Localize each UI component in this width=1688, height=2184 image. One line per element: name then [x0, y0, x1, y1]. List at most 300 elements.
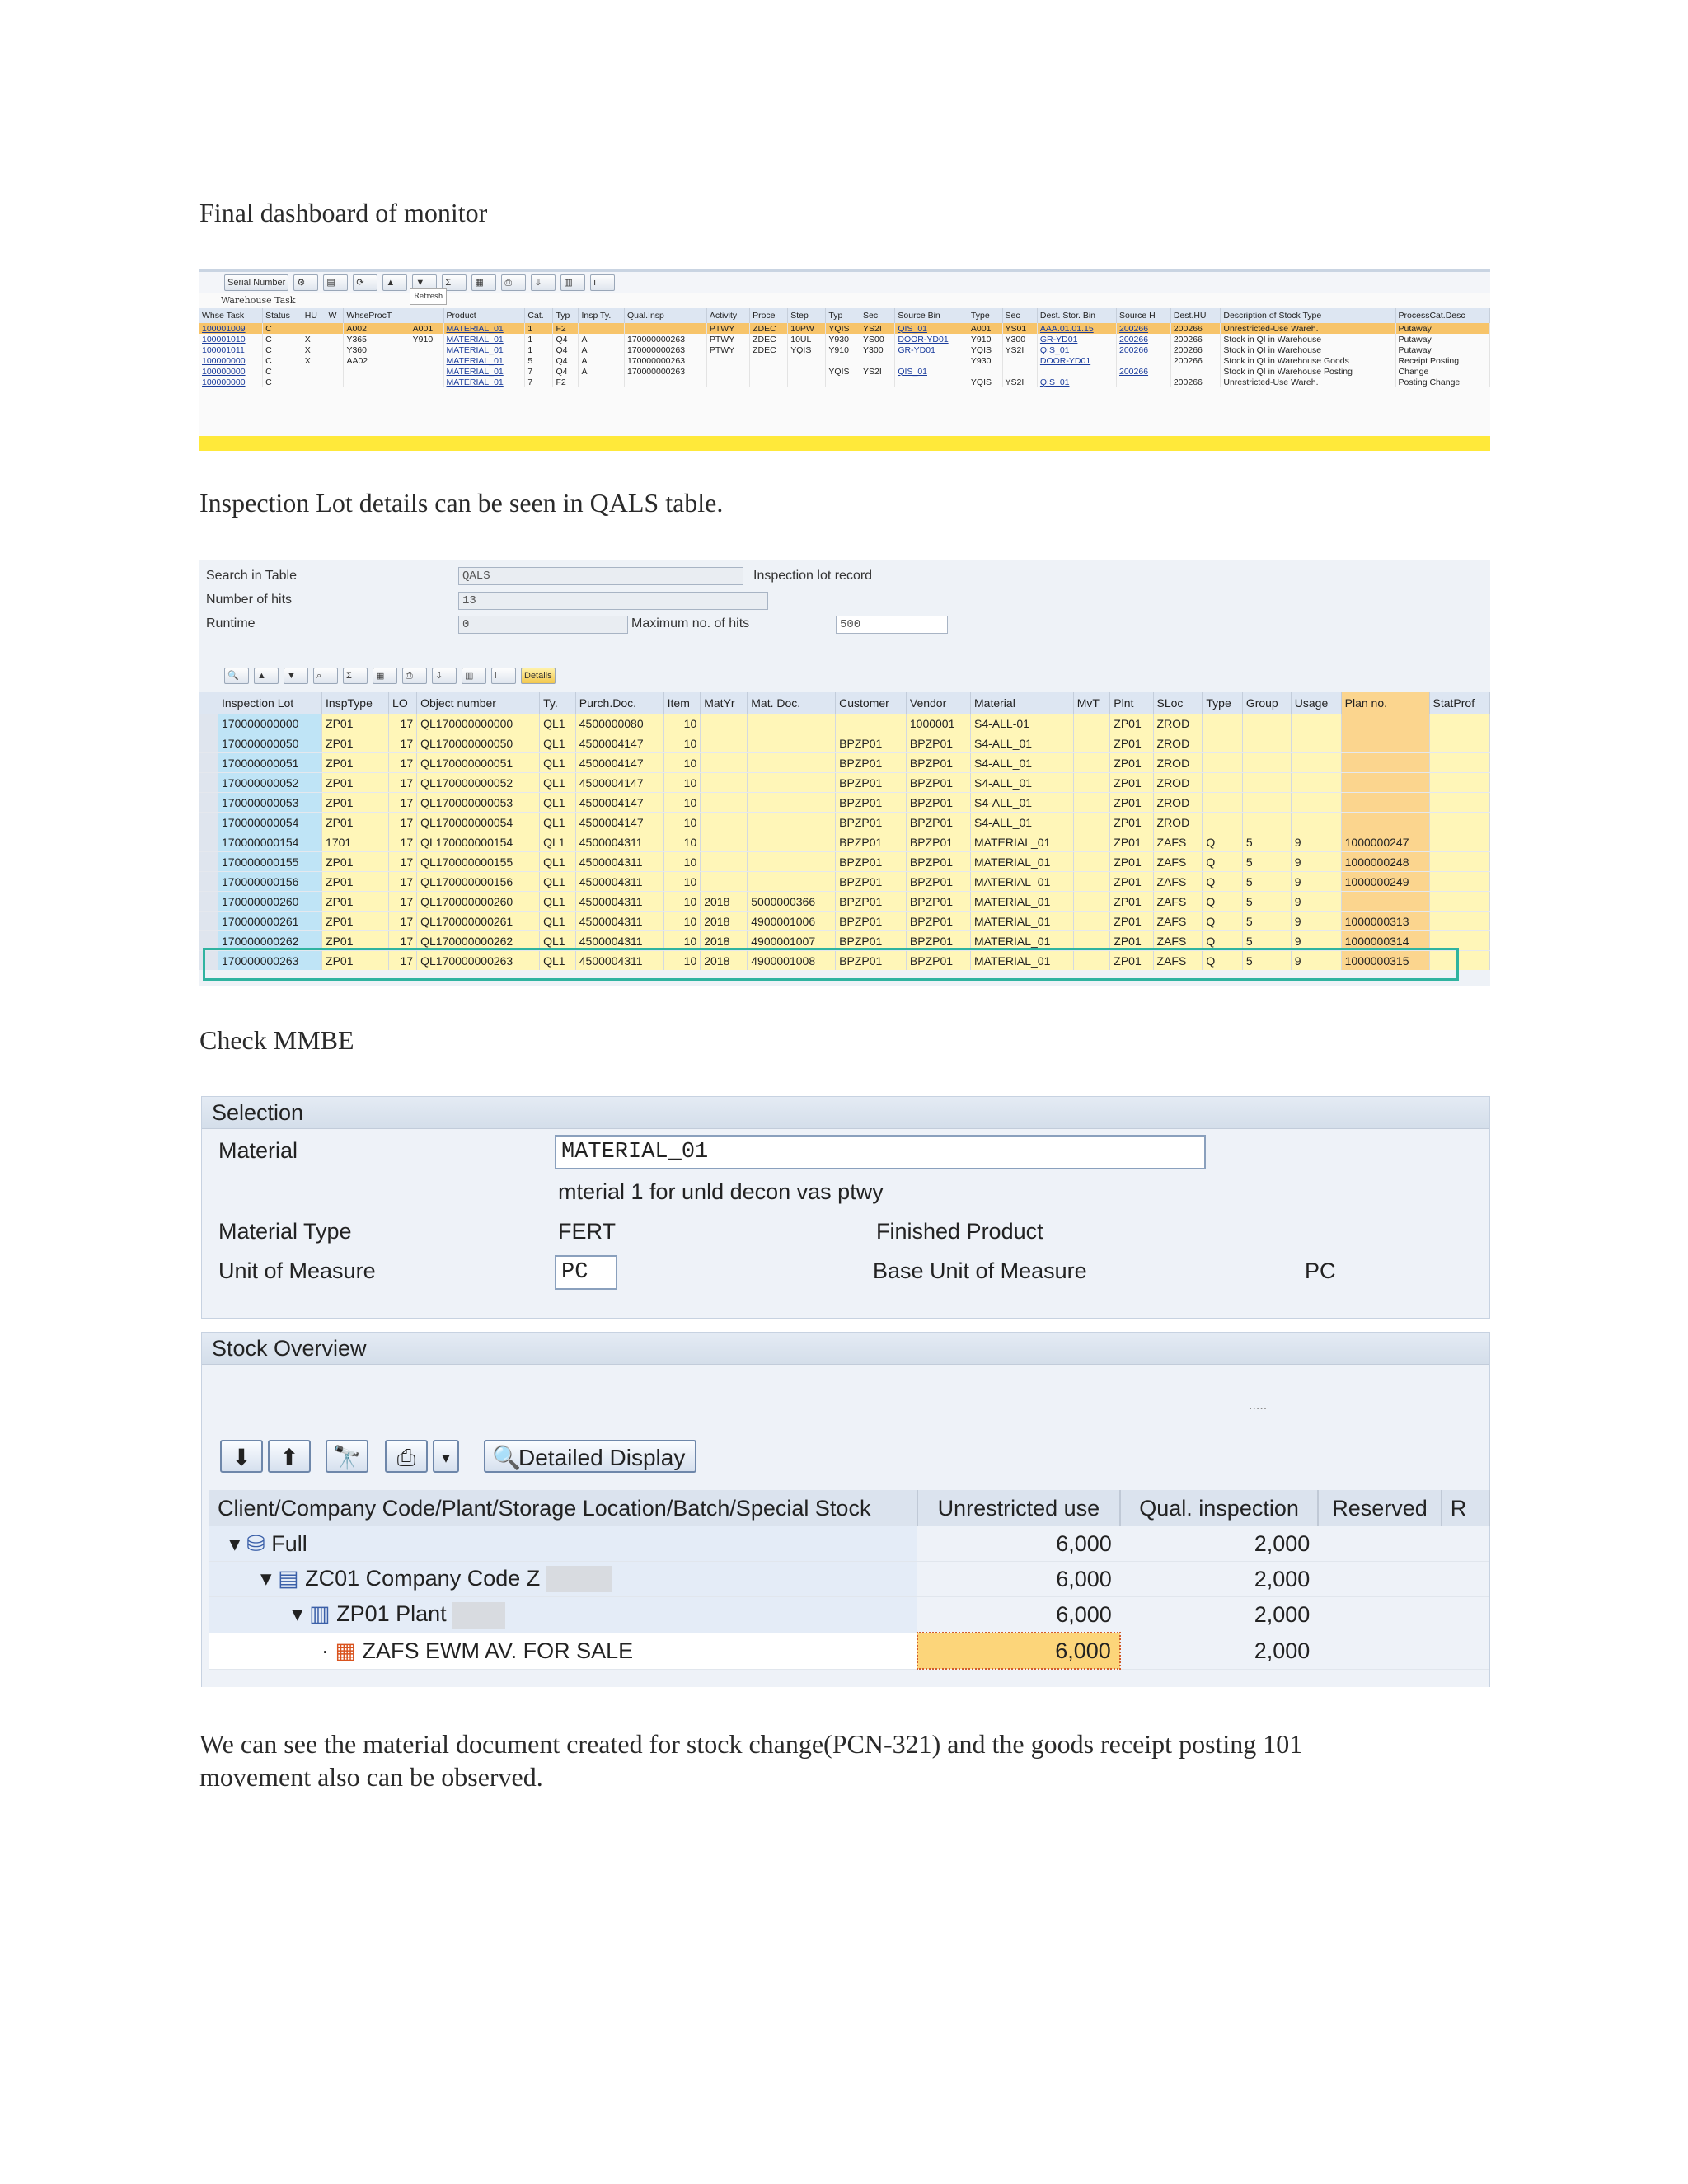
table-cell: C	[263, 334, 302, 344]
table-cell	[1073, 852, 1110, 872]
column-header[interactable]: Whse Task	[199, 308, 263, 323]
table-cell: 4500004311	[575, 892, 663, 912]
print-dropdown-icon[interactable]: ▾	[433, 1440, 459, 1473]
table-cell	[750, 355, 788, 366]
table-cell: ZROD	[1153, 753, 1203, 773]
column-header[interactable]: Plnt	[1110, 692, 1153, 714]
col-unrestricted[interactable]: Unrestricted use	[917, 1490, 1120, 1526]
find-icon[interactable]: 🔭	[326, 1440, 368, 1473]
table-cell: MATERIAL_01	[443, 323, 525, 334]
table-cell: Receipt Posting	[1395, 355, 1489, 366]
table-cell: 1000000315	[1341, 951, 1429, 971]
table-cell: ZAFS	[1153, 912, 1203, 931]
column-header[interactable]: Inspection Lot	[218, 692, 322, 714]
column-header[interactable]: Proce	[750, 308, 788, 323]
column-header[interactable]: Type	[968, 308, 1002, 323]
table-cell: 4500004311	[575, 912, 663, 931]
column-header[interactable]: Description of Stock Type	[1221, 308, 1395, 323]
expand-icon[interactable]: ▾	[260, 1565, 272, 1591]
column-header[interactable]: StatProf	[1429, 692, 1489, 714]
table-cell	[1429, 733, 1489, 753]
column-header[interactable]: LO	[389, 692, 417, 714]
stock-row-full[interactable]	[209, 1526, 1489, 1562]
column-header[interactable]: Source Bin	[895, 308, 968, 323]
table-cell: QL1	[540, 912, 576, 931]
table-cell: QL1	[540, 753, 576, 773]
column-header[interactable]: Activity	[706, 308, 749, 323]
table-cell	[344, 366, 410, 377]
table-cell: 170000000051	[218, 753, 322, 773]
qals-header-row	[199, 692, 1490, 714]
table-cell	[1291, 793, 1341, 813]
column-header[interactable]: SLoc	[1153, 692, 1203, 714]
table-cell	[1341, 733, 1429, 753]
table-cell	[750, 366, 788, 377]
table-cell: 170000000261	[218, 912, 322, 931]
toolbar-icon[interactable]: Σ	[442, 274, 467, 291]
table-cell	[706, 377, 749, 387]
column-header[interactable]: Sec	[860, 308, 895, 323]
table-cell: YS2I	[1002, 377, 1037, 387]
column-header[interactable]: Cat.	[525, 308, 553, 323]
table-row[interactable]	[199, 852, 1490, 872]
table-cell: MATERIAL_01	[971, 852, 1074, 872]
table-cell: ZROD	[1153, 714, 1203, 733]
table-cell	[1429, 753, 1489, 773]
table-cell: MATERIAL_01	[971, 951, 1074, 971]
table-cell: 170000000263	[624, 344, 706, 355]
detailed-display-label: Detailed Display	[518, 1445, 686, 1470]
table-row[interactable]	[199, 323, 1490, 334]
table-cell: C	[263, 377, 302, 387]
caption-conclusion-line2: movement also can be observed.	[199, 1762, 543, 1792]
column-header[interactable]: MatYr	[701, 692, 748, 714]
table-row[interactable]	[199, 366, 1490, 377]
expand-all-icon[interactable]: ⬇	[220, 1440, 263, 1473]
table-cell: MATERIAL_01	[971, 892, 1074, 912]
table-cell: 17	[389, 813, 417, 832]
table-cell: 5	[1242, 951, 1291, 971]
unrestricted-value[interactable]: 6,000	[917, 1633, 1120, 1669]
r-value	[1442, 1597, 1489, 1633]
table-cell	[1073, 892, 1110, 912]
filter-icon[interactable]: ▼	[412, 274, 437, 291]
table-cell: 5	[1242, 931, 1291, 951]
details-button[interactable]: Details	[521, 668, 556, 684]
print-icon[interactable]: ⎙	[385, 1440, 428, 1473]
table-cell: 170000000053	[218, 793, 322, 813]
table-cell: S4-ALL_01	[971, 773, 1074, 793]
table-cell: ZP01	[322, 733, 389, 753]
select-all-cell[interactable]	[199, 692, 218, 714]
table-cell: Change	[1395, 366, 1489, 377]
material-type-value: FERT	[558, 1219, 617, 1244]
base-uom-label: Base Unit of Measure	[873, 1258, 1087, 1283]
table-cell: BPZP01	[906, 931, 970, 951]
table-cell: QL170000000051	[417, 753, 540, 773]
search-table-input[interactable]: QALS	[458, 567, 743, 585]
table-cell: A	[579, 344, 624, 355]
table-cell: ZP01	[1110, 714, 1153, 733]
print-icon[interactable]: ⎙	[402, 668, 427, 684]
filter-icon[interactable]: ▼	[284, 668, 308, 684]
table-cell: 10	[663, 793, 701, 813]
redacted-text	[452, 1602, 505, 1629]
column-header[interactable]: Dest.HU	[1170, 308, 1221, 323]
table-cell: 200266	[1117, 323, 1171, 334]
collapse-all-icon[interactable]: ⬆	[268, 1440, 311, 1473]
subtitle-text: Warehouse Task	[221, 295, 296, 306]
table-cell: BPZP01	[836, 793, 907, 813]
table-cell: ZDEC	[750, 344, 788, 355]
table-cell: 7	[525, 377, 553, 387]
table-cell: 2018	[701, 912, 748, 931]
uom-input[interactable]: PC	[555, 1255, 617, 1290]
row-selector[interactable]	[199, 832, 218, 852]
column-header[interactable]: MvT	[1073, 692, 1110, 714]
table-cell: 170000000156	[218, 872, 322, 892]
table-cell: 170000000050	[218, 733, 322, 753]
table-cell	[326, 334, 344, 344]
table-cell: YS2I	[860, 323, 895, 334]
table-cell: DOOR-YD01	[1037, 355, 1116, 366]
table-cell: BPZP01	[906, 813, 970, 832]
table-cell	[579, 323, 624, 334]
print-icon[interactable]: ⎙	[501, 274, 526, 291]
col-hierarchy[interactable]: Client/Company Code/Plant/Storage Location/Batch/Special Stock	[209, 1490, 917, 1526]
column-header[interactable]: Ty.	[540, 692, 576, 714]
column-header[interactable]: Status	[263, 308, 302, 323]
column-header[interactable]: WhseProcT	[344, 308, 410, 323]
hierarchy-cell	[209, 1562, 917, 1597]
table-cell	[1203, 773, 1242, 793]
column-header[interactable]: InspType	[322, 692, 389, 714]
table-row[interactable]	[199, 334, 1490, 344]
table-cell: BPZP01	[906, 872, 970, 892]
toolbar-icon[interactable]: ⚙	[293, 274, 318, 291]
table-row[interactable]	[199, 813, 1490, 832]
table-cell: 10	[663, 753, 701, 773]
table-cell: 9	[1291, 832, 1341, 852]
table-cell: 1	[525, 334, 553, 344]
export-icon[interactable]: ⇩	[531, 274, 556, 291]
column-header[interactable]: Sec	[1002, 308, 1037, 323]
table-cell: Q	[1203, 912, 1242, 931]
column-header[interactable]: Material	[971, 692, 1074, 714]
table-cell: 17	[389, 753, 417, 773]
table-description: Inspection lot record	[753, 569, 873, 583]
table-cell	[706, 355, 749, 366]
row-selector[interactable]	[199, 813, 218, 832]
row-selector[interactable]	[199, 892, 218, 912]
toolbar-icon[interactable]: ▤	[323, 274, 348, 291]
storage-icon: ▦	[335, 1638, 357, 1663]
stock-row-storage[interactable]	[209, 1633, 1489, 1669]
col-qual-inspection[interactable]: Qual. inspection	[1120, 1490, 1318, 1526]
table-cell	[1073, 872, 1110, 892]
column-header[interactable]: Item	[663, 692, 701, 714]
table-cell: QL1	[540, 872, 576, 892]
table-cell: QL1	[540, 773, 576, 793]
table-cell: X	[302, 355, 326, 366]
table-cell	[1429, 912, 1489, 931]
table-cell	[1073, 832, 1110, 852]
row-selector[interactable]	[199, 793, 218, 813]
table-cell: MATERIAL_01	[971, 912, 1074, 931]
stock-table	[209, 1490, 1490, 1670]
stock-row-company[interactable]	[209, 1562, 1489, 1597]
table-cell: ZP01	[322, 951, 389, 971]
company-icon: ▤	[278, 1565, 299, 1591]
row-selector[interactable]	[199, 714, 218, 733]
column-header[interactable]: Dest. Stor. Bin	[1037, 308, 1116, 323]
r-value	[1442, 1562, 1489, 1597]
table-cell: 9	[1291, 872, 1341, 892]
table-cell	[701, 852, 748, 872]
table-cell	[410, 355, 443, 366]
row-selector[interactable]	[199, 773, 218, 793]
table-cell: GR-YD01	[1037, 334, 1116, 344]
table-cell: QL170000000156	[417, 872, 540, 892]
table-row[interactable]	[199, 832, 1490, 852]
column-header[interactable]: Object number	[417, 692, 540, 714]
column-header[interactable]: Insp Ty.	[579, 308, 624, 323]
table-cell: Y360	[344, 344, 410, 355]
table-cell: 4900001008	[748, 951, 836, 971]
table-cell: QIS_01	[895, 366, 968, 377]
table-cell: QL1	[540, 714, 576, 733]
table-cell	[1341, 892, 1429, 912]
table-cell	[1242, 793, 1291, 813]
table-cell	[748, 793, 836, 813]
table-cell	[326, 377, 344, 387]
table-cell: ZP01	[322, 912, 389, 931]
col-reserved[interactable]: Reserved	[1318, 1490, 1441, 1526]
layout-icon[interactable]: ▥	[462, 668, 486, 684]
info-icon[interactable]: i	[491, 668, 516, 684]
column-header[interactable]: Purch.Doc.	[575, 692, 663, 714]
table-row[interactable]	[199, 377, 1490, 387]
column-header[interactable]: Plan no.	[1341, 692, 1429, 714]
find-icon[interactable]: ⌕	[313, 668, 338, 684]
table-cell: C	[263, 366, 302, 377]
column-header[interactable]: HU	[302, 308, 326, 323]
table-cell: ZP01	[322, 753, 389, 773]
table-cell	[826, 355, 860, 366]
table-row[interactable]	[199, 912, 1490, 931]
table-cell	[1429, 852, 1489, 872]
column-header[interactable]: Customer	[836, 692, 907, 714]
column-header[interactable]	[410, 308, 443, 323]
table-row[interactable]	[199, 892, 1490, 912]
table-cell: ZP01	[322, 872, 389, 892]
table-cell	[1073, 733, 1110, 753]
row-selector[interactable]	[199, 852, 218, 872]
stock-row-plant[interactable]	[209, 1597, 1489, 1633]
column-header[interactable]: W	[326, 308, 344, 323]
table-cell: QL1	[540, 793, 576, 813]
column-header[interactable]: Vendor	[906, 692, 970, 714]
table-cell	[1429, 872, 1489, 892]
table-cell: BPZP01	[906, 793, 970, 813]
table-cell	[750, 377, 788, 387]
refresh-tooltip: Refresh	[410, 288, 447, 305]
table-cell	[410, 344, 443, 355]
material-input[interactable]: MATERIAL_01	[555, 1135, 1206, 1169]
table-cell	[1429, 714, 1489, 733]
material-label: Material	[218, 1138, 298, 1163]
monitor-toolbar	[199, 272, 1490, 293]
sort-asc-icon[interactable]: ▲	[254, 668, 279, 684]
table-cell: Y910	[410, 334, 443, 344]
toolbar-icon[interactable]: ▦	[471, 274, 496, 291]
column-header[interactable]: Typ	[826, 308, 860, 323]
row-selector[interactable]	[199, 753, 218, 773]
table-cell: 100000000	[199, 355, 263, 366]
table-cell: 4900001007	[748, 931, 836, 951]
table-cell	[895, 377, 968, 387]
table-cell: S4-ALL_01	[971, 813, 1074, 832]
table-row[interactable]	[199, 872, 1490, 892]
table-cell	[701, 714, 748, 733]
table-cell: 10PW	[788, 323, 826, 334]
export-icon[interactable]: ⇩	[432, 668, 457, 684]
sum-icon[interactable]: Σ	[343, 668, 368, 684]
table-cell	[410, 377, 443, 387]
table-cell	[1203, 753, 1242, 773]
column-header[interactable]: ProcessCat.Desc	[1395, 308, 1489, 323]
table-cell: ZP01	[1110, 793, 1153, 813]
detailed-display-button[interactable]	[484, 1440, 696, 1473]
table-cell	[1073, 753, 1110, 773]
expand-icon[interactable]: ▾	[229, 1530, 241, 1556]
subtotal-icon[interactable]: ▦	[373, 668, 397, 684]
table-cell: 100000000	[199, 366, 263, 377]
table-cell	[788, 366, 826, 377]
table-row[interactable]	[199, 714, 1490, 733]
column-header[interactable]: Product	[443, 308, 525, 323]
bullet-icon: ·	[321, 1638, 329, 1663]
table-cell: ZP01	[322, 793, 389, 813]
qals-table-wrap	[199, 692, 1490, 970]
table-cell: QL170000000262	[417, 931, 540, 951]
table-cell: BPZP01	[836, 951, 907, 971]
table-cell: MATERIAL_01	[971, 832, 1074, 852]
hits-field: 13	[458, 592, 768, 610]
table-cell	[748, 813, 836, 832]
table-row[interactable]	[199, 753, 1490, 773]
row-selector[interactable]	[199, 912, 218, 931]
table-cell: 17	[389, 733, 417, 753]
table-cell: BPZP01	[836, 753, 907, 773]
table-cell: YQIS	[788, 344, 826, 355]
table-cell: Q4	[553, 355, 579, 366]
info-icon[interactable]: i	[590, 274, 615, 291]
qual-value: 2,000	[1120, 1526, 1318, 1562]
table-cell	[701, 832, 748, 852]
col-r[interactable]: R	[1442, 1490, 1489, 1526]
table-cell: 5	[1242, 892, 1291, 912]
table-cell: QL1	[540, 931, 576, 951]
table-cell: 2018	[701, 951, 748, 971]
table-cell: YQIS	[968, 377, 1002, 387]
column-header[interactable]: Mat. Doc.	[748, 692, 836, 714]
table-cell	[836, 714, 907, 733]
column-header[interactable]: Usage	[1291, 692, 1341, 714]
table-cell	[1429, 832, 1489, 852]
table-cell	[302, 366, 326, 377]
table-cell	[1203, 793, 1242, 813]
table-cell: 7	[525, 366, 553, 377]
sort-asc-icon[interactable]: ▲	[382, 274, 407, 291]
refresh-icon[interactable]: ⟳	[353, 274, 377, 291]
table-cell: ZP01	[1110, 773, 1153, 793]
table-cell: QL170000000052	[417, 773, 540, 793]
table-row[interactable]	[199, 773, 1490, 793]
table-cell: X	[302, 334, 326, 344]
detail-icon[interactable]: 🔍	[224, 668, 249, 684]
table-row[interactable]	[199, 355, 1490, 366]
table-cell: 1701	[322, 832, 389, 852]
column-header[interactable]: Qual.Insp	[624, 308, 706, 323]
table-cell	[968, 366, 1002, 377]
base-uom-value: PC	[1305, 1258, 1336, 1283]
selection-title: Selection	[202, 1097, 1489, 1129]
table-cell	[748, 832, 836, 852]
r-value	[1442, 1633, 1489, 1669]
table-cell: 200266	[1117, 344, 1171, 355]
table-cell: Q	[1203, 832, 1242, 852]
max-hits-input[interactable]: 500	[836, 616, 948, 634]
layout-icon[interactable]: ▥	[560, 274, 585, 291]
table-row[interactable]	[199, 733, 1490, 753]
table-cell: BPZP01	[906, 912, 970, 931]
column-header[interactable]: Source H	[1117, 308, 1171, 323]
table-cell: ZDEC	[750, 323, 788, 334]
caption-mmbe: Check MMBE	[199, 1025, 354, 1055]
row-selector[interactable]	[199, 872, 218, 892]
table-cell: ZROD	[1153, 733, 1203, 753]
table-cell: 4500004147	[575, 813, 663, 832]
column-header[interactable]: Type	[1203, 692, 1242, 714]
table-cell: 200266	[1170, 344, 1221, 355]
material-type-label: Material Type	[218, 1219, 352, 1244]
table-row[interactable]	[199, 793, 1490, 813]
table-cell: YQIS	[826, 323, 860, 334]
reserved-value	[1318, 1562, 1441, 1597]
column-header[interactable]: Step	[788, 308, 826, 323]
table-cell: 17	[389, 714, 417, 733]
table-cell: ZP01	[1110, 852, 1153, 872]
table-cell	[1002, 366, 1037, 377]
column-header[interactable]: Group	[1242, 692, 1291, 714]
row-selector[interactable]	[199, 733, 218, 753]
hits-label: Number of hits	[206, 593, 293, 607]
table-cell: ZP01	[322, 931, 389, 951]
table-row[interactable]	[199, 344, 1490, 355]
table-cell	[1117, 355, 1171, 366]
stock-overview-title: Stock Overview	[202, 1333, 1489, 1365]
table-cell: 170000000263	[624, 366, 706, 377]
expand-icon[interactable]: ▾	[292, 1601, 303, 1626]
table-cell: BPZP01	[906, 852, 970, 872]
max-hits-label: Maximum no. of hits	[631, 616, 750, 630]
table-cell	[1242, 753, 1291, 773]
column-header[interactable]: Typ	[553, 308, 579, 323]
table-cell: YS00	[860, 334, 895, 344]
serial-number-button[interactable]: Serial Number	[224, 274, 288, 291]
table-cell: ZP01	[1110, 912, 1153, 931]
